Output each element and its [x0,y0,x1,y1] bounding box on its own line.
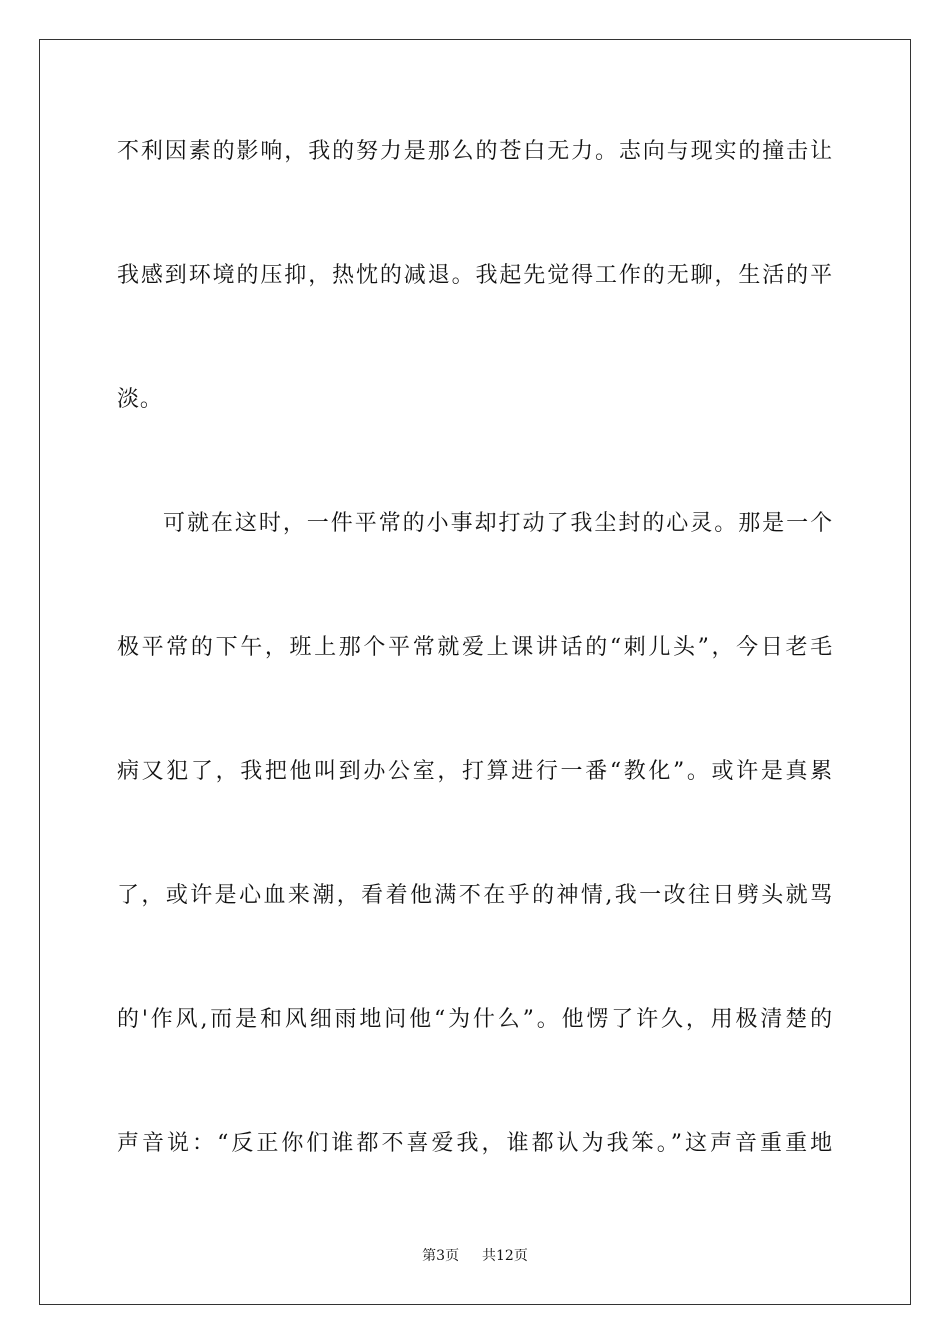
text-line-7: 了，或许是心血来潮，看着他满不在乎的神情,我一改往日劈头就骂 [117,883,833,908]
text-line-9: 声音说：“反正你们谁都不喜爱我，谁都认为我笨。”这声音重重地 [117,1131,833,1156]
text-line-4: 可就在这时，一件平常的小事却打动了我尘封的心灵。那是一个 [163,511,833,536]
page-number: 第3页 [422,1248,460,1264]
text-line-5: 极平常的下午，班上那个平常就爱上课讲话的“刺儿头”，今日老毛 [117,635,833,660]
text-line-2: 我感到环境的压抑，热忱的减退。我起先觉得工作的无聊，生活的平 [117,263,833,288]
text-line-8: 的'作风,而是和风细雨地问他“为什么”。他愣了许久，用极清楚的 [117,1007,833,1032]
page-footer [0,1246,950,1266]
text-line-3: 淡。 [117,387,163,412]
page-border [39,39,911,1305]
text-line-6: 病又犯了，我把他叫到办公室，打算进行一番“教化”。或许是真累 [117,759,833,784]
text-line-1: 不利因素的影响，我的努力是那么的苍白无力。志向与现实的撞击让 [117,139,833,164]
total-pages: 共12页 [482,1248,528,1264]
